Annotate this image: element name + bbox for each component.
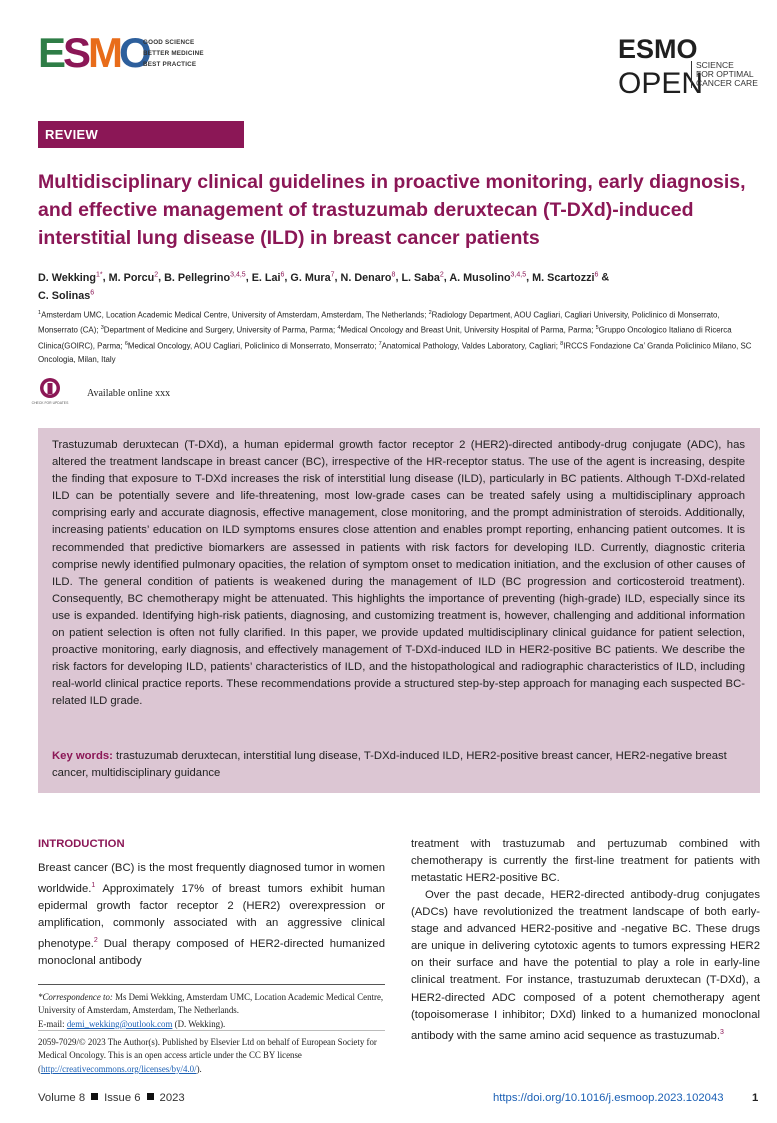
author: A. Musolino$^{3,4,5}$ — [449, 271, 527, 284]
esmo-logo — [38, 29, 152, 76]
open-tagline-line: SCIENCE — [696, 60, 734, 70]
author: E. Lai$^6$ — [251, 271, 285, 284]
article-title: Multidisciplinary clinical guidelines in proactive monitoring, early diagnosis, and effective management of trastuzumab deruxtecan (T-DXd)-induced interstitial lung disease (ILD) in breast cancer patients — [38, 171, 746, 249]
affiliations: $^1$Amsterdam UMC, Location Academic Medical Centre, University of Amsterdam, Amsterdam, The Netherlands; $^2$Radiology Department, AOU Cagliari, Cagliari University, Policlinico di Monserrato, Monserrato (CA); $^3$Department of Medicine and Surgery, University of Parma, Parma; $^4$Medical Oncology and Breast Unit, University Hospital of Parma, Parma; $^5$Gruppo Oncologico Italiano di Ricerca Clinica(GOIRC), Parma; $^6$Medical Oncology, AOU Cagliari, Policlinico di Monserrato, Monserrato; $^7$Anatomical Pathology, Valdes Laboratory, Cagliari; $^8$IRCCS Fondazione Ca’ Granda Policlinico Milano, SC Oncologia, Milan, Italy — [38, 310, 752, 365]
available-online: Available online xxx — [87, 388, 171, 399]
intro-column-2-para-1: treatment with trastuzumab and pertuzumab combined with chemotherapy is currently the first-line treatment for patients with metastatic HER2-positive BC. — [411, 838, 760, 885]
intro-column-2-para-2: Over the past decade, HER2-directed antibody-drug conjugates (ADCs) have revolutionized the treatment landscape of both early-stage and advanced HER2-positive and -negative BC. These drugs are unique in delivering cytotoxic agents to tumors expressing HER2 on their surface and have the potential to play a role in early-line clinical treatment. For instance, trastuzumab deruxtecan (T-DXd), a HER2-directed ADC composed of a potent chemotherapy agent (topoisomerase I inhibitor; DXd) linked to a humanized monoclonal antibody with the same amino acid sequence as trastuzumab.$^3$ — [411, 889, 760, 1042]
tagline-line: BETTER MEDICINE — [143, 50, 204, 57]
esmo-logo-letter: O — [119, 29, 152, 76]
esmo-tagline — [143, 37, 204, 70]
keywords-label: Key words: — [52, 750, 113, 762]
intro-heading: INTRODUCTION — [38, 838, 125, 850]
correspondence-footnote: *Correspondence to: Ms Demi Wekking, Amsterdam UMC, Location Academic Medical Centre, University of Amsterdam, Amsterdam, The Netherlands. E-mail: demi_wekking@outlook.com (D. Wekking). — [38, 992, 384, 1029]
intro-column-1: Breast cancer (BC) is the most frequently diagnosed tumor in women worldwide.$^1$ Approximately 17% of breast tumors exhibit human epidermal growth factor receptor 2 (HER2) overexpression or amplification, commonly associated with an aggressive clinical phenotype.$^2$ Dual therapy composed of HER2-directed humanized monoclonal antibody — [38, 862, 385, 967]
author-list: D. Wekking$^{1*}$, M. Porcu$^2$, B. Pellegrino$^{3,4,5}$, E. Lai$^6$, G. Mura$^7$, N. Denaro$^8$, L. Saba$^2$, A. Musolino$^{3,4,5}$, M. Scartozzi$^6$ & C. Solinas$^6$ — [38, 271, 610, 303]
author: M. Porcu$^2$ — [108, 271, 159, 284]
email-link[interactable]: demi_wekking@outlook.com — [66, 1018, 173, 1029]
page-number: 1 — [752, 1092, 759, 1104]
doi-link[interactable]: https://doi.org/10.1016/j.esmoop.2023.102043 — [493, 1092, 724, 1104]
separator-square-icon — [147, 1093, 154, 1100]
keywords-text: trastuzumab deruxtecan, interstitial lung disease, T-DXd-induced ILD, HER2-positive breast cancer, HER2-negative breast cancer, multidisciplinary guidance — [52, 750, 727, 780]
footer-volume-issue: Volume 8 Issue 6 2023 — [38, 1092, 185, 1104]
tagline-line: GOOD SCIENCE — [143, 39, 195, 46]
check-updates-icon — [31, 377, 69, 411]
open-logo-bottom: OPEN — [618, 67, 704, 100]
open-tagline-line: CANCER CARE — [696, 78, 758, 88]
esmo-logo-letter: E — [38, 29, 67, 76]
license-footnote: 2059-7029/© 2023 The Author(s). Published by Elsevier Ltd on behalf of European Society for Medical Oncology. This is an open access article under the CC BY license (http://creativecommons.org/licenses/by/4.0/). — [38, 1037, 377, 1074]
check-for-updates-badge[interactable] — [31, 377, 69, 411]
esmo-open-logo-graphic — [618, 33, 704, 100]
section-label: REVIEW — [45, 127, 99, 142]
open-logo-top: ESMO — [618, 34, 698, 64]
keywords — [52, 748, 745, 782]
author: M. Scartozzi$^6$ — [532, 271, 599, 284]
abstract-text: Trastuzumab deruxtecan (T-DXd), a human epidermal growth factor receptor 2 (HER2)-directed antibody-drug conjugate (ADC), has altered the treatment landscape in breast cancer (BC), irrespective of the HR-receptor status. The use of the agent is increasing, despite the finding that exposure to T-DXd increases the risk of interstitial lung disease (ILD), particularly in BC patients. Although T-DXd-related ILD can be potentially severe and life-threatening, most low-grade cases can be treated safely using a multidisciplinary approach comprising early and accurate diagnosis, effective management, close monitoring, and the prompt administration of steroids. Additionally, increasing patients’ education on ILD symptoms ensures close attention and enables prompt reporting, enhancing patient outcomes. It is recommended that predictive biomarkers are assessed in patients with risk factors for developing ILD. Currently, diagnostic criteria comprise newly identified pulmonary opacities, the relation of symptom onset to medication initiation, and the exclusion of other causes of ILD. The general condition of patients is weakened during the management of ILD (BC progression and corticosteroid treatment). Consequently, BC chemotherapy might be attenuated. This highlights the importance of preventing (high-grade) ILD, especially since its use is expanded. Identifying high-risk patients, diagnosing, and customizing treatment is, however, challenging and additional information on patient selection is often not fully clarified. In this paper, we provide updated multidisciplinary clinical guidance for patient selection, proactive monitoring, early diagnosis, and effectively management of T-DXd-induced ILD in HER2-positive BC patients. We describe the risk factors for developing ILD, patients’ characteristics of ILD, and the histopathological and radiographic characteristics of ILD, including real-world clinical practice reports. These recommendations provide a structured step-by-step approach for managing each suspected BC-related ILD grade. — [52, 439, 745, 708]
reference-link[interactable]: 3 — [719, 1028, 724, 1036]
reference-link[interactable]: 2 — [93, 937, 98, 945]
author: L. Saba$^2$ — [401, 271, 444, 284]
author: G. Mura$^7$ — [290, 271, 335, 284]
esmo-open-logo — [618, 33, 704, 100]
footnote-divider — [38, 1030, 385, 1031]
esmo-logo-letter: S — [63, 29, 92, 76]
license-link[interactable]: http://creativecommons.org/licenses/by/4.0/ — [40, 1063, 197, 1074]
tagline-line: BEST PRACTICE — [143, 61, 197, 68]
author: B. Pellegrino$^{3,4,5}$ — [164, 271, 246, 284]
separator-square-icon — [91, 1093, 98, 1100]
check-updates-label: CHECK FOR UPDATES — [31, 401, 69, 405]
reference-link[interactable]: 1 — [91, 882, 96, 890]
open-tagline-line: FOR OPTIMAL — [696, 69, 754, 79]
esmo-open-tagline — [691, 61, 758, 88]
author: N. Denaro$^8$ — [340, 271, 396, 284]
author: D. Wekking$^{1*}$ — [38, 271, 103, 284]
esmo-logo-letter: M — [88, 29, 123, 76]
author: C. Solinas$^6$ — [38, 289, 95, 303]
footnote-divider — [38, 984, 385, 985]
